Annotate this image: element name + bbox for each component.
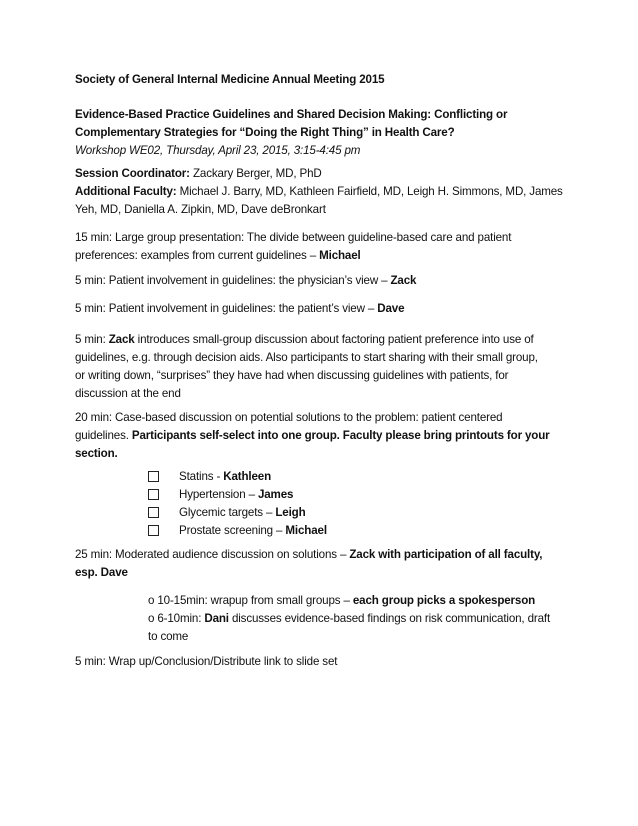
checkbox-icon[interactable] [148, 525, 159, 536]
agenda-item-5-line-1: 20 min: Case-based discussion on potential solutions to the problem: patient centered [75, 411, 503, 424]
agenda-item-1-line-2: preferences: examples from current guidelines – Michael [75, 249, 361, 262]
sub-item-dani-line-1: o 6-10min: Dani discusses evidence-based findings on risk communication, draft [148, 612, 551, 625]
additional-faculty-line-1: Additional Faculty: Michael J. Barry, MD, Kathleen Fairfield, MD, Leigh H. Simmons, MD, James [75, 185, 563, 198]
agenda-item-5-line-3: section. [75, 447, 118, 460]
agenda-item-4-line-1: 5 min: Zack introduces small-group discussion about factoring patient preference into use of [75, 333, 534, 346]
checkbox-icon[interactable] [148, 489, 159, 500]
agenda-item-4-line-2: guidelines, e.g. through decision aids. Also participants to start sharing with their small group, [75, 351, 538, 364]
agenda-item-1-line-1: 15 min: Large group presentation: The divide between guideline-based care and patient [75, 231, 512, 244]
agenda-item-4-line-4: discussion at the end [75, 387, 181, 400]
group-item-glycemic: Glycemic targets – Leigh [148, 504, 306, 522]
agenda-item-6-line-1: 25 min: Moderated audience discussion on solutions – Zack with participation of all faculty, [75, 548, 543, 561]
workshop-info: Workshop WE02, Thursday, April 23, 2015, 3:15-4:45 pm [75, 144, 361, 157]
checkbox-icon[interactable] [148, 507, 159, 518]
agenda-item-7: 5 min: Wrap up/Conclusion/Distribute link to slide set [75, 655, 338, 668]
group-item-prostate: Prostate screening – Michael [148, 522, 327, 540]
sub-item-dani-line-2: to come [148, 630, 189, 643]
group-item-statins: Statins - Kathleen [148, 468, 271, 486]
session-title-line-1: Evidence-Based Practice Guidelines and Shared Decision Making: Conflicting or [75, 108, 508, 121]
session-title-line-2: Complementary Strategies for “Doing the Right Thing” in Health Care? [75, 126, 455, 139]
session-coordinator: Session Coordinator: Zackary Berger, MD, PhD [75, 167, 322, 180]
group-item-hypertension: Hypertension – James [148, 486, 293, 504]
agenda-item-5-line-2: guidelines. Participants self-select into one group. Faculty please bring printouts for your [75, 429, 550, 442]
agenda-item-3: 5 min: Patient involvement in guidelines: the patient’s view – Dave [75, 302, 405, 315]
additional-faculty-line-2: Yeh, MD, Daniella A. Zipkin, MD, Dave deBronkart [75, 203, 326, 216]
checkbox-icon[interactable] [148, 471, 159, 482]
agenda-item-6-line-2: esp. Dave [75, 566, 128, 579]
meeting-title: Society of General Internal Medicine Annual Meeting 2015 [75, 73, 385, 86]
agenda-item-2: 5 min: Patient involvement in guidelines: the physician’s view – Zack [75, 274, 417, 287]
sub-item-wrapup: o 10-15min: wrapup from small groups – each group picks a spokesperson [148, 594, 536, 607]
agenda-item-4-line-3: or writing down, “surprises” they have had when discussing guidelines with patients, for [75, 369, 509, 382]
